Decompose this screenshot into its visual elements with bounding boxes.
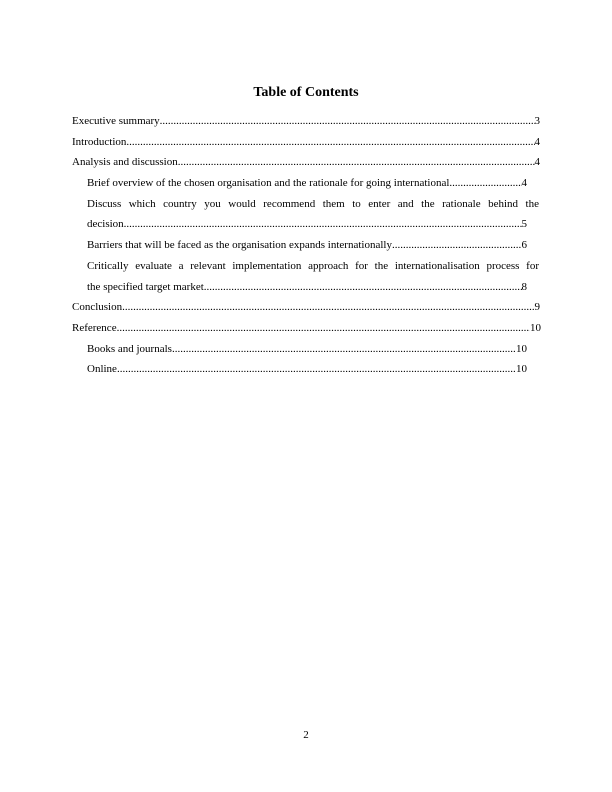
toc-leader-dots [117, 362, 516, 376]
toc-leader-dots [117, 321, 530, 335]
toc-leader-dots [160, 114, 535, 128]
toc-entry-brief-overview[interactable] [87, 176, 527, 190]
toc-entry-label: Books and journals [87, 343, 172, 355]
toc-entry-label: Executive summary [72, 115, 160, 127]
toc-entry-page: 4 [521, 177, 527, 189]
toc-entry-label: Introduction [72, 136, 127, 148]
toc-entry-label: Brief overview of the chosen organisation and the rationale for going international. [87, 177, 453, 189]
toc-entry-label: Online [87, 363, 117, 375]
toc-entry-country[interactable] [87, 217, 527, 231]
toc-title: Table of Contents [253, 85, 359, 100]
toc-entry-introduction[interactable] [72, 135, 540, 149]
toc-entry-page: 3 [534, 115, 540, 127]
toc-entry-page: 5 [521, 218, 527, 230]
toc-entry-page: 9 [534, 301, 540, 313]
toc-entry-label: decision. [87, 218, 127, 230]
toc-entry-label: Barriers that will be faced as the organisation expands internationally [87, 239, 392, 251]
page-number: 2 [303, 729, 309, 741]
toc-entry-label: Reference [72, 322, 117, 334]
toc-leader-dots [178, 155, 535, 169]
toc-leader-dots [126, 135, 534, 149]
toc-entry-country-line1[interactable]: Discuss which country you would recommend them to enter and the rationale behind the [87, 198, 539, 210]
toc-leader-dots [172, 342, 516, 356]
toc-entry-online[interactable] [87, 362, 527, 376]
toc-entry-barriers[interactable] [87, 238, 527, 252]
toc-entry-page: 6 [521, 239, 527, 251]
toc-entry-books-journals[interactable] [87, 342, 527, 356]
toc-entry-page: 4 [534, 136, 540, 148]
toc-leader-dots [392, 238, 522, 252]
toc-entry-page: 10 [516, 343, 527, 355]
toc-entry-page: 8 [521, 281, 527, 293]
toc-entry-page: 4 [534, 156, 540, 168]
toc-entry-conclusion[interactable] [72, 300, 540, 314]
toc-entry-executive-summary[interactable] [72, 114, 540, 128]
toc-leader-dots [126, 217, 521, 231]
toc-entry-page: 10 [530, 322, 541, 334]
toc-entry-analysis[interactable] [72, 155, 540, 169]
toc-entry-implementation[interactable] [87, 280, 527, 294]
toc-entry-label: Conclusion [72, 301, 123, 313]
toc-entry-implementation-line1[interactable]: Critically evaluate a relevant implementation approach for the internationalisation process for [87, 260, 539, 272]
toc-leader-dots [204, 280, 522, 294]
toc-leader-dots [452, 176, 521, 190]
toc-entry-label: Analysis and discussion [72, 156, 178, 168]
toc-entry-label: the specified target market [87, 281, 204, 293]
toc-leader-dots [122, 300, 534, 314]
toc-entry-reference[interactable] [72, 321, 541, 335]
toc-entry-page: 10 [516, 363, 527, 375]
